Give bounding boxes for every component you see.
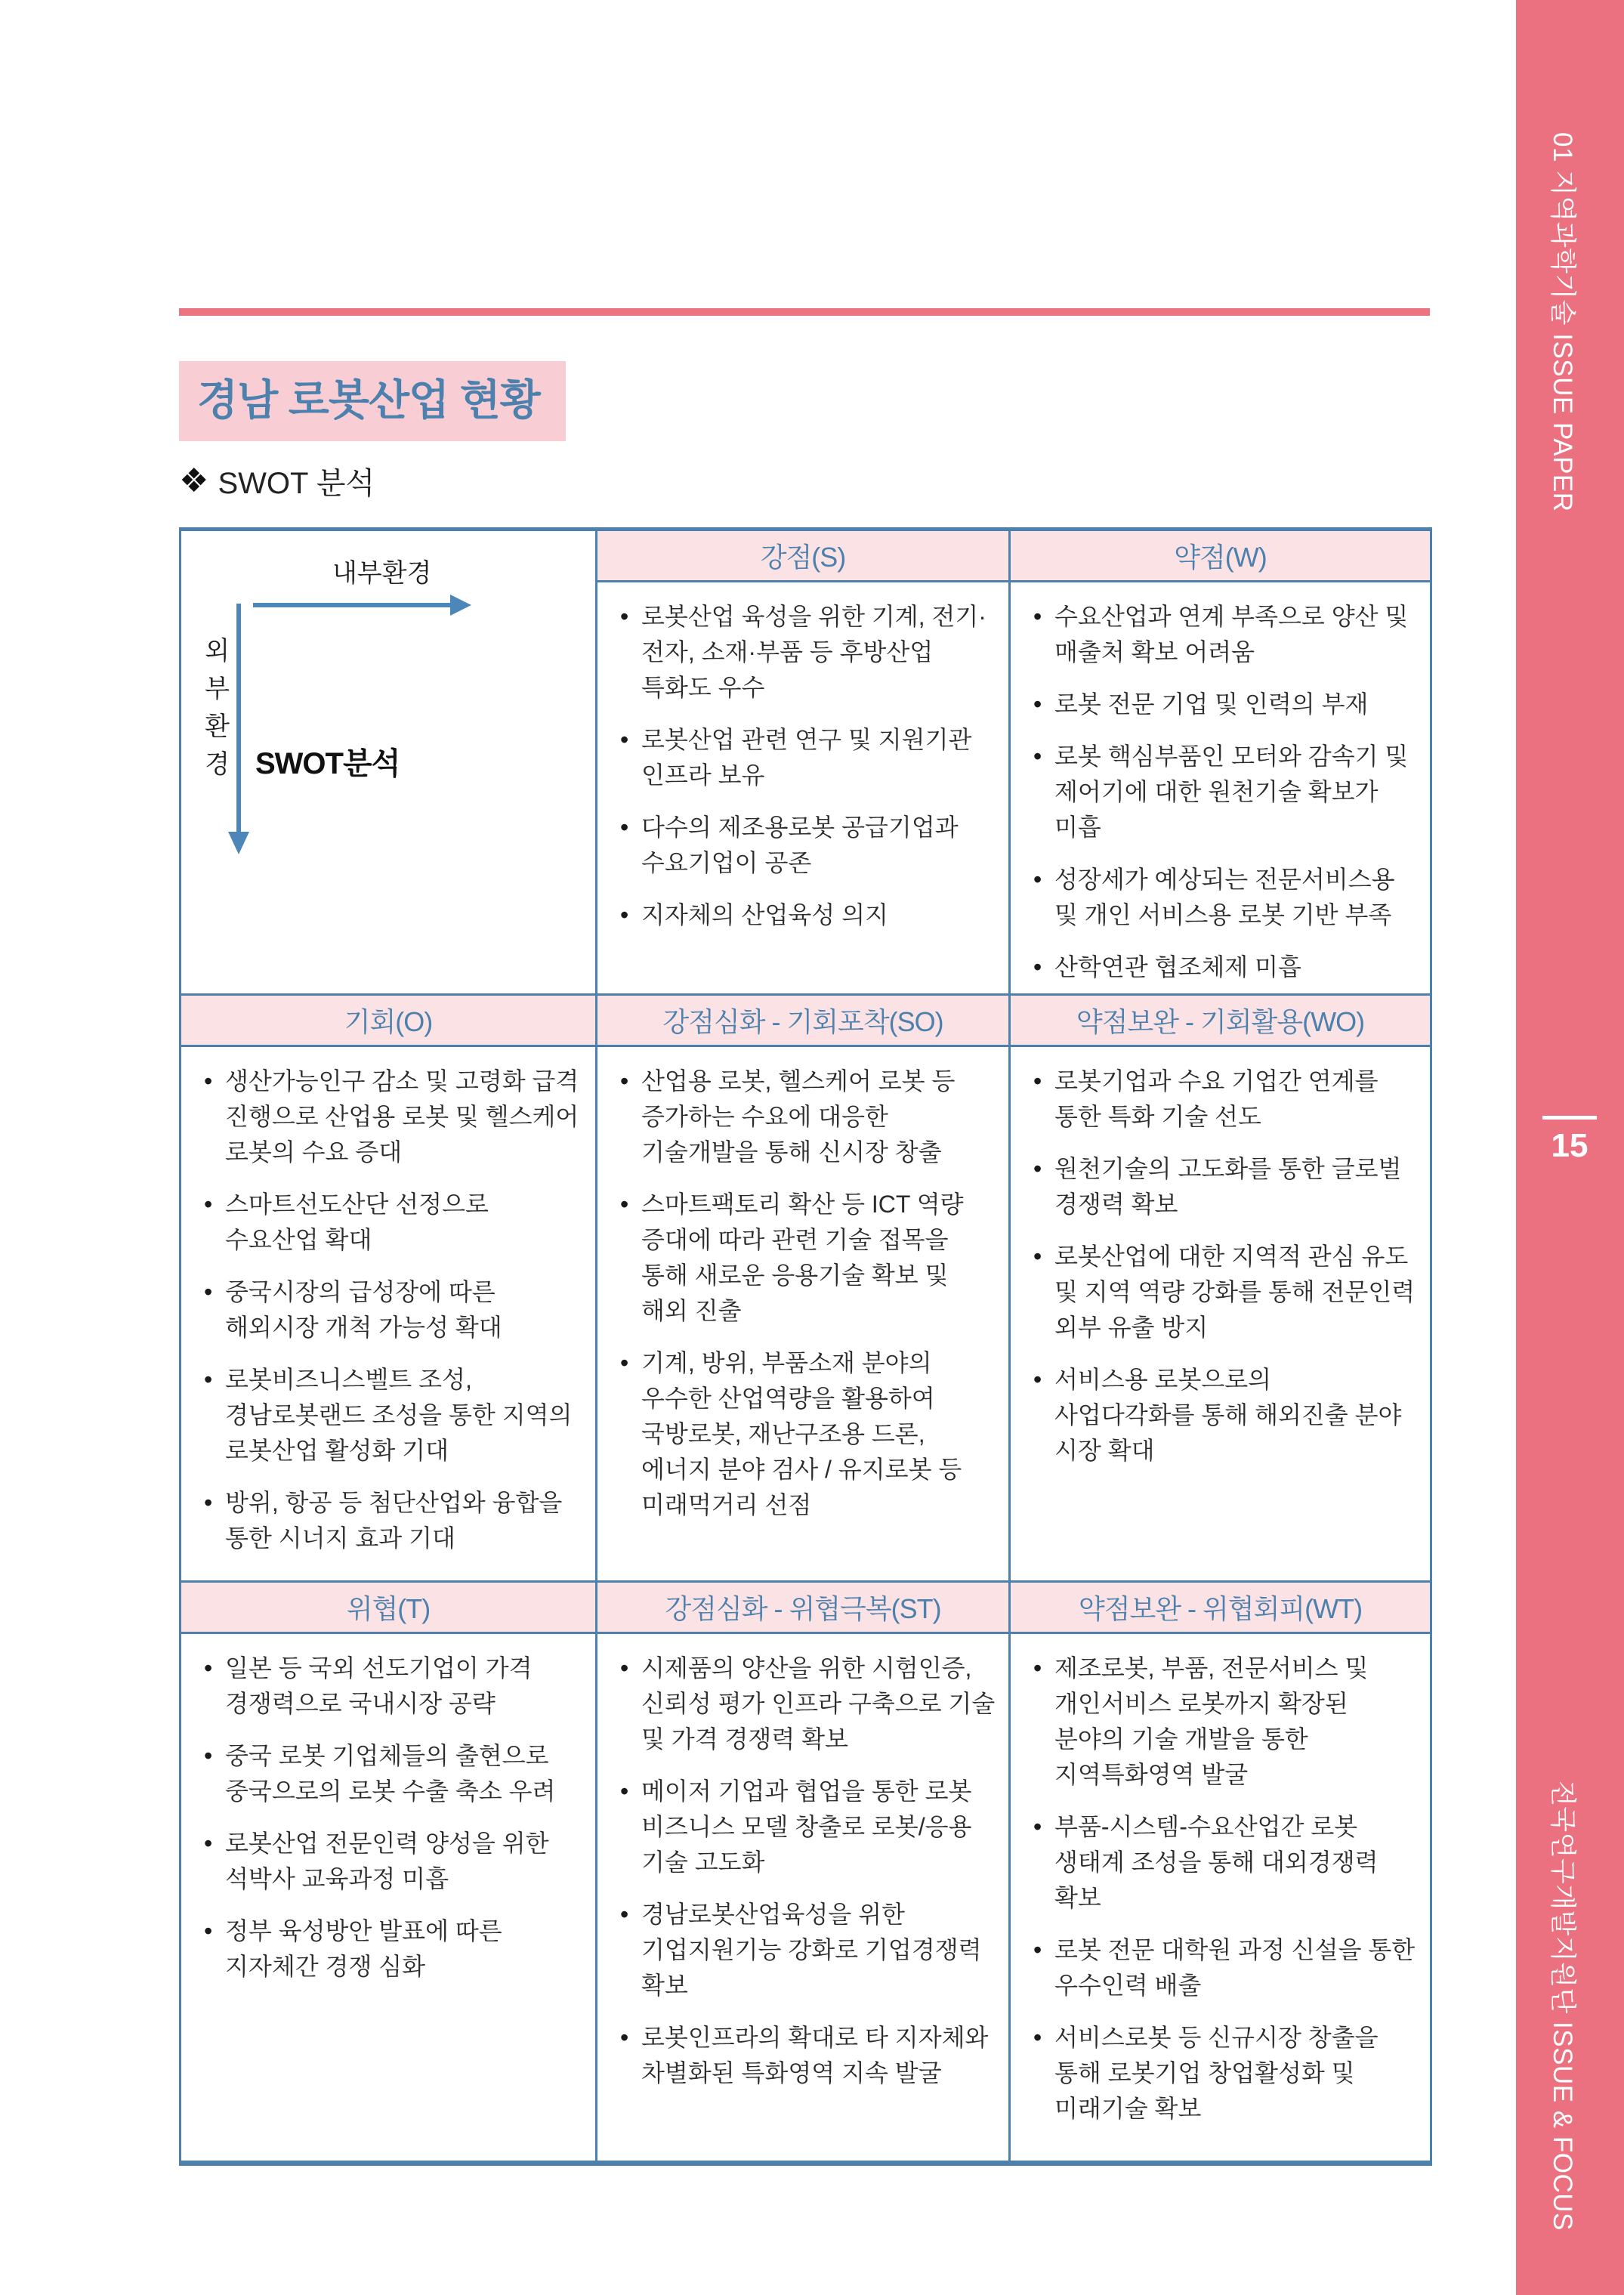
cell-st [597,1634,1011,2161]
bullet-item: • 산학연관 협조체제 미흡 [1030,950,1418,985]
bullet-item: • 로봇산업 관련 연구 및 지원기관 인프라 보유 [617,722,996,793]
cell-weakness [1011,582,1430,996]
bullet-item: • 로봇산업 육성을 위한 기계, 전기·전자, 소재·부품 등 후방산업 특화도 우수 [617,599,996,706]
bullet-item: • 스마트선도산단 선정으로 수요산업 확대 [201,1187,583,1258]
bullet-item: • 산업용 로봇, 헬스케어 로봇 등 증가하는 수요에 대응한 기술개발을 통해 신시장 창출 [617,1064,996,1170]
wo-list [1011,1047,1430,1469]
sidebar-chapter-label: 01 지역과학기술 ISSUE PAPER [1548,132,1577,512]
cell-so [597,1047,1011,1583]
bullet-item: • 서비스로봇 등 신규시장 창출을 통해 로봇기업 창업활성화 및 미래기술 확보 [1030,2020,1418,2127]
header-threat: 위협(T) [181,1583,597,1634]
bullet-item: • 다수의 제조용로봇 공급기업과 수요기업이 공존 [617,810,996,881]
bullet-item: • 방위, 항공 등 첨단산업와 융합을 통한 시너지 효과 기대 [201,1485,583,1556]
threat-list [181,1634,595,1985]
wt-list [1011,1634,1430,2127]
header-wo: 약점보완 - 기회활용(WO) [1011,996,1430,1047]
bullet-item: • 중국 로봇 기업체들의 출현으로 중국으로의 로봇 수출 축소 우려 [201,1738,583,1809]
top-divider-rule [179,308,1430,316]
weakness-list [1011,582,1430,985]
bullet-item: • 스마트팩토리 확산 등 ICT 역량 증대에 따라 관련 기술 접목을 통해 새로운 응용기술 확보 및 해외 진출 [617,1187,996,1329]
bullet-item: • 생산가능인구 감소 및 고령화 급격 진행으로 산업용 로봇 및 헬스케어 로봇의 수요 증대 [201,1064,583,1170]
bullet-item: • 지자체의 산업육성 의지 [617,897,996,933]
bullet-item: • 기계, 방위, 부품소재 분야의 우수한 산업역량을 활용하여 국방로봇, 재난구조용 드론, 에너지 분야 검사 / 유지로봇 등 미래먹거리 선점 [617,1345,996,1523]
section-label [179,459,375,502]
header-strength: 강점(S) [597,531,1011,582]
header-opportunity: 기회(O) [181,996,597,1047]
bullet-item: • 로봇인프라의 확대로 타 지자체와 차별화된 특화영역 지속 발굴 [617,2020,996,2091]
external-environment-label: 외부환경 [200,637,229,788]
bullet-item: • 부품-시스템-수요산업간 로봇 생태계 조성을 통해 대외경쟁력 확보 [1030,1809,1418,1916]
cell-opportunity [181,1047,597,1583]
page-title: 경남 로봇산업 현황 [179,361,566,441]
cell-strength [597,582,1011,996]
cell-wo [1011,1047,1430,1583]
swot-axis-corner-cell [181,531,597,996]
diamond-marker-icon: ❖ [179,462,209,499]
bullet-item: • 로봇비즈니스벨트 조성, 경남로봇랜드 조성을 통한 지역의 로봇산업 활성화 기대 [201,1362,583,1469]
bullet-item: • 수요산업과 연계 부족으로 양산 및 매출처 확보 어려움 [1030,599,1418,670]
bullet-item: • 중국시장의 급성장에 따른 해외시장 개척 가능성 확대 [201,1274,583,1345]
bullet-item: • 정부 육성방안 발표에 따른 지자체간 경쟁 심화 [201,1914,583,1985]
internal-environment-label: 내부환경 [332,559,432,588]
bullet-item: • 로봇 전문 대학원 과정 신설을 통한 우수인력 배출 [1030,1932,1418,2003]
section-title: SWOT 분석 [218,467,375,500]
bullet-item: • 서비스용 로봇으로의 사업다각화를 통해 해외진출 분야 시장 확대 [1030,1362,1418,1469]
strength-list [597,582,1008,933]
bullet-item: • 로봇 핵심부품인 모터와 감속기 및 제어기에 대한 원천기술 확보가 미흡 [1030,739,1418,845]
bullet-item: • 제조로봇, 부품, 전문서비스 및 개인서비스 로봇까지 확장된 분야의 기술 개발을 통한 지역특화영역 발굴 [1030,1651,1418,1793]
header-wt: 약점보완 - 위협회피(WT) [1011,1583,1430,1634]
swot-center-label: SWOT분석 [255,747,400,780]
bullet-item: • 원천기술의 고도화를 통한 글로벌 경쟁력 확보 [1030,1151,1418,1222]
bullet-item: • 시제품의 양산을 위한 시험인증, 신뢰성 평가 인프라 구축으로 기술 및 가격 경쟁력 확보 [617,1651,996,1757]
bullet-item: • 로봇산업에 대한 지역적 관심 유도 및 지역 역량 강화를 통해 전문인력 외부 유출 방지 [1030,1239,1418,1345]
header-so: 강점심화 - 기회포착(SO) [597,996,1011,1047]
header-st: 강점심화 - 위협극복(ST) [597,1583,1011,1634]
cell-threat [181,1634,597,2161]
internal-env-arrow-icon [253,595,471,616]
bullet-item: • 로봇 전문 기업 및 인력의 부재 [1030,687,1418,722]
bullet-item: • 일본 등 국외 선도기업이 가격 경쟁력으로 국내시장 공략 [201,1651,583,1722]
bullet-item: • 로봇기업과 수요 기업간 연계를 통한 특화 기술 선도 [1030,1064,1418,1135]
header-weakness: 약점(W) [1011,531,1430,582]
st-list [597,1634,1008,2091]
cell-wt [1011,1634,1430,2161]
bullet-item: • 로봇산업 전문인력 양성을 위한 석박사 교육과정 미흡 [201,1826,583,1897]
bullet-item: • 성장세가 예상되는 전문서비스용 및 개인 서비스용 로봇 기반 부족 [1030,862,1418,933]
page-number: 15 [1551,1127,1588,1164]
sidebar-publication-label: 전국연구개발지원단 ISSUE & FOCUS [1548,1781,1577,2231]
bullet-item: • 경남로봇산업육성을 위한 기업지원기능 강화로 기업경쟁력 확보 [617,1897,996,2003]
page-number-rule [1542,1116,1597,1120]
so-list [597,1047,1008,1523]
bullet-item: • 메이저 기업과 협업을 통한 로봇 비즈니스 모델 창출로 로봇/응용 기술 고도화 [617,1774,996,1880]
opportunity-list [181,1047,595,1556]
swot-table [179,527,1432,2166]
